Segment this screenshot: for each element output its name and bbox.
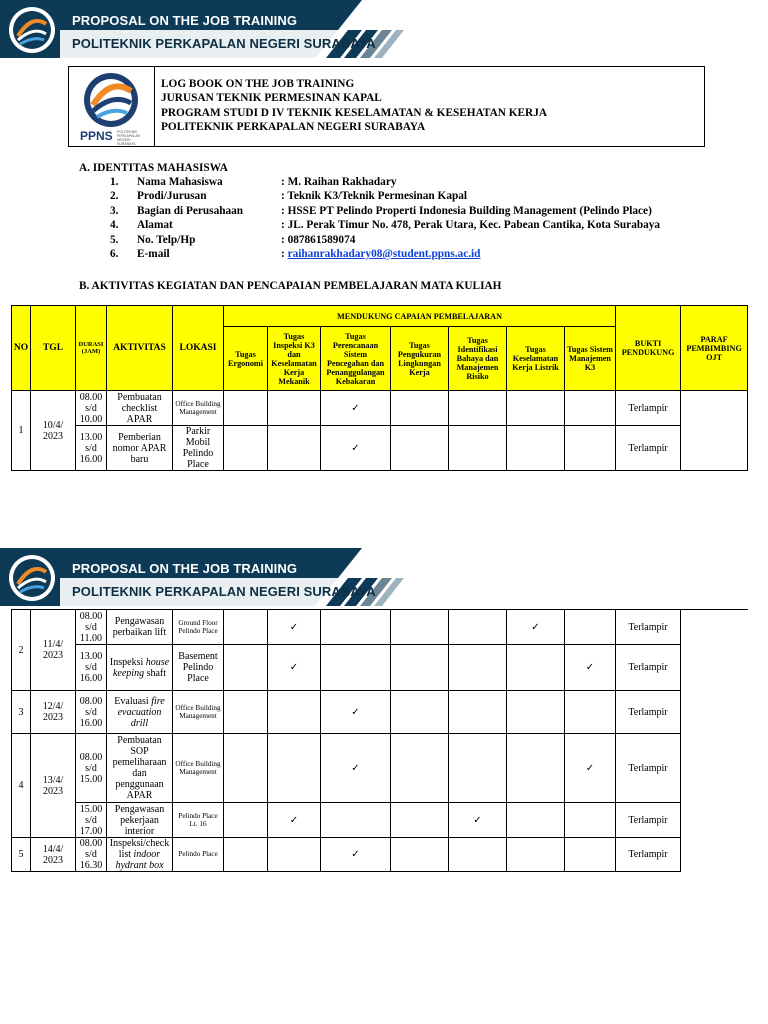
cell-lokasi: Office Building Management — [173, 691, 224, 734]
cell-check — [224, 610, 268, 645]
check-mark: ✓ — [268, 610, 321, 645]
cell-tgl: 12/4/ 2023 — [31, 691, 76, 734]
cell-durasi: 15.00 s/d 17.00 — [76, 803, 107, 838]
cell-durasi: 08.00 s/d 15.00 — [76, 734, 107, 803]
cell-check — [268, 734, 321, 803]
cell-durasi: 08.00 s/d 16.00 — [76, 691, 107, 734]
col-ergonomi: Tugas Ergonomi — [224, 327, 268, 391]
cell-bukti: Terlampir — [616, 734, 681, 803]
table-row — [12, 734, 748, 803]
col-inspeksi-k3: Tugas Inspeksi K3 dan Keselamatan Kerja Mekanik — [268, 327, 321, 391]
table-row — [12, 838, 748, 872]
cell-bukti: Terlampir — [616, 610, 681, 645]
banner-title: PROPOSAL ON THE JOB TRAINING — [72, 13, 298, 28]
col-bukti: BUKTI PENDUKUNG — [616, 306, 681, 391]
cell-bukti: Terlampir — [616, 691, 681, 734]
cell-check — [565, 691, 616, 734]
logo-text: PPNS — [80, 129, 113, 143]
cell-check — [565, 391, 616, 426]
row-value: : Teknik K3/Teknik Permesinan Kapal — [281, 190, 468, 203]
cell-check — [565, 803, 616, 838]
cell-durasi: 08.00 s/d 10.00 — [76, 391, 107, 426]
cell-check — [507, 645, 565, 691]
row-number: 6. — [110, 247, 119, 260]
row-value: : M. Raihan Rakhadary — [281, 176, 397, 188]
table-row — [12, 803, 748, 838]
cell-check — [391, 734, 449, 803]
check-mark: ✓ — [321, 691, 391, 734]
cell-durasi: 08.00 s/d 11.00 — [76, 610, 107, 645]
header-line: PROGRAM STUDI D IV TEKNIK KESELAMATAN & KESEHATAN KERJA — [161, 106, 548, 119]
col-lokasi: LOKASI — [173, 306, 224, 391]
cell-aktivitas — [107, 645, 173, 691]
cell-paraf — [681, 391, 748, 471]
cell-paraf — [681, 610, 748, 872]
col-lingkungan: Tugas Pengukuran Lingkungan Kerja — [391, 327, 449, 391]
check-mark: ✓ — [565, 734, 616, 803]
cell-tgl: 10/4/ 2023 — [31, 391, 76, 471]
aktivitas-text: Evaluasi — [114, 695, 152, 707]
cell-check — [507, 803, 565, 838]
aktivitas-text: Inspeksi/check list — [109, 838, 170, 860]
check-mark: ✓ — [321, 838, 391, 872]
cell-durasi: 13.00 s/d 16.00 — [76, 426, 107, 471]
cell-check — [391, 803, 449, 838]
col-listrik: Tugas Keselamatan Kerja Listrik — [507, 327, 565, 391]
cell-aktivitas: Pengawasan pekerjaan interior — [107, 803, 173, 838]
cell-no: 4 — [12, 734, 31, 838]
row-number: 5. — [110, 233, 119, 246]
cell-check — [224, 803, 268, 838]
cell-no: 2 — [12, 610, 31, 691]
banner-title: PROPOSAL ON THE JOB TRAINING — [72, 561, 298, 576]
table-header — [12, 306, 748, 391]
cell-check — [507, 391, 565, 426]
check-mark: ✓ — [321, 734, 391, 803]
check-mark: ✓ — [449, 803, 507, 838]
check-mark: ✓ — [268, 645, 321, 691]
section-a-title: A. IDENTITAS MAHASISWA — [79, 162, 228, 174]
table-body — [12, 391, 748, 471]
activity-table — [11, 305, 748, 471]
col-mendukung: MENDUKUNG CAPAIAN PEMBELAJARAN — [224, 306, 616, 327]
document-banner — [0, 548, 410, 608]
table-row — [12, 691, 748, 734]
cell-tgl: 13/4/ 2023 — [31, 734, 76, 838]
ppns-logo-icon — [81, 71, 141, 129]
aktivitas-text: Inspeksi — [109, 656, 146, 668]
cell-check — [449, 838, 507, 872]
cell-check — [224, 426, 268, 471]
cell-check — [391, 691, 449, 734]
row-label: E-mail — [137, 247, 170, 260]
col-durasi: DURASI (JAM) — [76, 306, 107, 391]
cell-bukti: Terlampir — [616, 645, 681, 691]
cell-check — [565, 610, 616, 645]
table-row — [12, 645, 748, 691]
email-link[interactable]: raihanrakhadary08@student.ppns.ac.id — [287, 247, 481, 260]
section-b-title: B. AKTIVITAS KEGIATAN DAN PENCAPAIAN PEMBELAJARAN MATA KULIAH — [79, 280, 502, 292]
row-value: : HSSE PT Pelindo Properti Indonesia Building Management (Pelindo Place) — [281, 204, 652, 217]
cell-tgl: 14/4/ 2023 — [31, 838, 76, 872]
row-number: 3. — [110, 204, 119, 217]
cell-bukti: Terlampir — [616, 803, 681, 838]
cell-no: 3 — [12, 691, 31, 734]
cell-check — [321, 645, 391, 691]
cell-durasi: 08.00 s/d 16.30 — [76, 838, 107, 872]
banner-background — [0, 0, 410, 60]
check-mark: ✓ — [321, 426, 391, 471]
cell-lokasi: Parkir Mobil Pelindo Place — [173, 426, 224, 471]
table-row — [12, 426, 748, 471]
row-value: : 087861589074 — [281, 233, 356, 246]
cell-check — [449, 691, 507, 734]
cell-aktivitas: Pengawasan perbaikan lift — [107, 610, 173, 645]
header-lines — [161, 77, 547, 135]
ppns-emblem-icon — [8, 554, 56, 602]
cell-aktivitas — [107, 691, 173, 734]
col-kebakaran: Tugas Perencanaan Sistem Pencegahan dan Penanggulangan Kebakaran — [321, 327, 391, 391]
table-row — [12, 610, 748, 645]
banner-background — [0, 548, 410, 608]
check-mark: ✓ — [507, 610, 565, 645]
cell-lokasi: Office Building Management — [173, 391, 224, 426]
cell-check — [391, 426, 449, 471]
cell-check — [449, 426, 507, 471]
row-number: 1. — [110, 176, 119, 188]
cell-check — [391, 838, 449, 872]
cell-lokasi: Pelindo Place — [173, 838, 224, 872]
col-aktivitas: AKTIVITAS — [107, 306, 173, 391]
cell-durasi: 13.00 s/d 16.00 — [76, 645, 107, 691]
cell-aktivitas: Pembuatan checklist APAR — [107, 391, 173, 426]
col-no: NO — [12, 306, 31, 391]
document-banner — [0, 0, 410, 60]
check-mark: ✓ — [321, 391, 391, 426]
col-identifikasi-bahaya: Tugas Identifikasi Bahaya dan Manajemen Risiko — [449, 327, 507, 391]
table-body — [12, 610, 748, 872]
cell-check — [391, 645, 449, 691]
cell-check — [224, 838, 268, 872]
cell-check — [565, 838, 616, 872]
cell-aktivitas — [107, 838, 173, 872]
cell-check — [507, 691, 565, 734]
activity-table-continued — [11, 609, 748, 872]
cell-bukti: Terlampir — [616, 426, 681, 471]
cell-bukti: Terlampir — [616, 391, 681, 426]
email-prefix: : — [281, 247, 288, 260]
row-value: : JL. Perak Timur No. 478, Perak Utara, Kec. Pabean Cantika, Kota Surabaya — [281, 219, 661, 232]
cell-check — [449, 610, 507, 645]
row-value — [281, 248, 480, 260]
header-line: JURUSAN TEKNIK PERMESINAN KAPAL — [161, 92, 382, 105]
cell-check — [391, 610, 449, 645]
cell-check — [391, 391, 449, 426]
check-mark: ✓ — [565, 645, 616, 691]
check-mark: ✓ — [268, 803, 321, 838]
cell-check — [449, 391, 507, 426]
cell-check — [268, 691, 321, 734]
cell-check — [321, 610, 391, 645]
cell-lokasi: Pelindo Place Lt. 16 — [173, 803, 224, 838]
logbook-header — [68, 66, 705, 147]
cell-lokasi: Basement Pelindo Place — [173, 645, 224, 691]
cell-check — [224, 734, 268, 803]
cell-check — [507, 838, 565, 872]
cell-check — [449, 734, 507, 803]
cell-check — [449, 645, 507, 691]
aktivitas-italic: indoor hydrant box — [115, 849, 164, 871]
row-label: Alamat — [137, 219, 173, 232]
cell-lokasi: Office Building Management — [173, 734, 224, 803]
row-label: No. Telp/Hp — [137, 233, 196, 246]
aktivitas-italic: house keeping — [112, 656, 170, 679]
header-line: POLITEKNIK PERKAPALAN NEGERI SURABAYA — [161, 121, 426, 134]
header-line: LOG BOOK ON THE JOB TRAINING — [161, 78, 355, 90]
col-paraf: PARAF PEMBIMBING OJT — [681, 306, 748, 391]
cell-check — [321, 803, 391, 838]
cell-check — [507, 426, 565, 471]
cell-check — [224, 691, 268, 734]
row-number: 2. — [110, 190, 119, 203]
ppns-emblem-icon — [8, 6, 56, 54]
cell-check — [268, 838, 321, 872]
aktivitas-italic: fire evacuation drill — [117, 695, 165, 729]
cell-no: 5 — [12, 838, 31, 872]
cell-check — [224, 645, 268, 691]
row-label: Nama Mahasiswa — [137, 176, 223, 188]
aktivitas-text: shaft — [144, 667, 167, 679]
cell-check — [565, 426, 616, 471]
cell-lokasi: Ground Floor Pelindo Place — [173, 610, 224, 645]
banner-subtitle: POLITEKNIK PERKAPALAN NEGERI SURABAYA — [72, 36, 376, 51]
cell-aktivitas: Pembuatan SOP pemeliharaan dan penggunaan APAR — [107, 734, 173, 803]
row-number: 4. — [110, 219, 119, 232]
cell-bukti: Terlampir — [616, 838, 681, 872]
table-row — [12, 391, 748, 426]
cell-no: 1 — [12, 391, 31, 471]
col-smk3: Tugas Sistem Manajemen K3 — [565, 327, 616, 391]
cell-check — [268, 426, 321, 471]
logo-subtext: POLITEKNIK PERKAPALAN NEGERI SURABAYA — [117, 130, 141, 146]
banner-subtitle: POLITEKNIK PERKAPALAN NEGERI SURABAYA — [72, 584, 376, 599]
row-label: Bagian di Perusahaan — [137, 204, 244, 217]
row-label: Prodi/Jurusan — [137, 190, 207, 203]
cell-check — [507, 734, 565, 803]
ppns-logo — [69, 67, 155, 146]
cell-check — [268, 391, 321, 426]
col-tgl: TGL — [31, 306, 76, 391]
cell-tgl: 11/4/ 2023 — [31, 610, 76, 691]
cell-aktivitas: Pemberian nomor APAR baru — [107, 426, 173, 471]
cell-check — [224, 391, 268, 426]
